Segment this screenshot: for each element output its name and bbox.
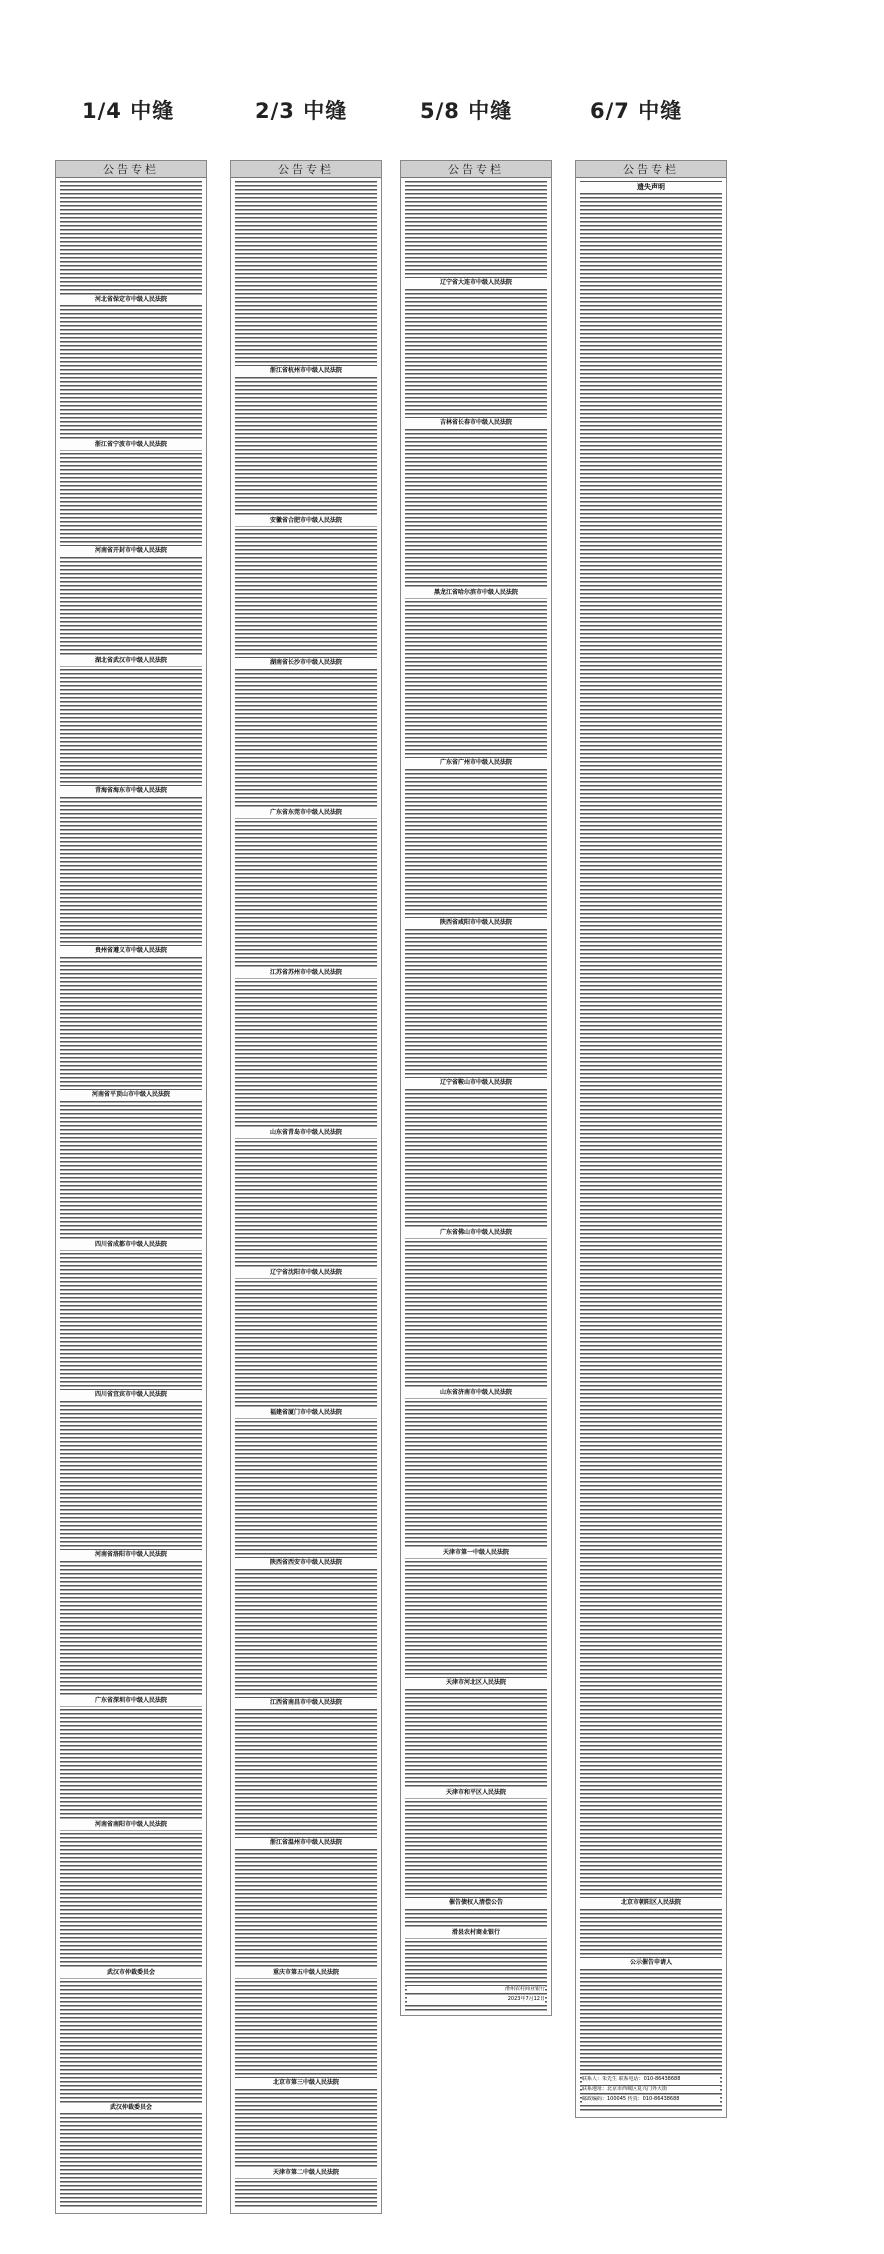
notice-strip-2-3 [230,160,382,2214]
bank-name-heading: 滑县农村商业银行 [405,1928,547,1938]
announcement-text-block [235,181,377,2209]
lost-statement-title: 遗失声明 [580,182,722,192]
court-notice-heading: 重庆市第五中级人民法院 [235,1968,377,1978]
court-notice-heading: 青海省海东市中级人民法院 [60,786,202,796]
column-label-6-7: 6/7 中缝 [590,99,683,123]
court-notice-heading: 广东省广州市中级人民法院 [405,758,547,768]
court-notice-heading: 安徽省合肥市中级人民法院 [235,516,377,526]
court-notice-heading: 陕西省西安市中级人民法院 [235,1558,377,1568]
address-line: 联系地址：北京市西城区复兴门外大街 [582,2086,720,2093]
bank-notice-heading: 催告债权人清偿公告 [405,1898,547,1908]
court-notice-heading: 四川省宜宾市中级人民法院 [60,1390,202,1400]
court-notice-heading: 广东省佛山市中级人民法院 [405,1228,547,1238]
strip-body [576,178,726,2116]
strip-header: 公告专栏 [56,161,206,178]
arbitration-notice-heading: 武汉仲裁委员会 [60,2103,202,2113]
court-notice-heading: 辽宁省沈阳市中级人民法院 [235,1268,377,1278]
court-notice-heading: 陕西省咸阳市中级人民法院 [405,918,547,928]
court-notice-heading: 北京市第三中级人民法院 [235,2078,377,2088]
court-notice-heading: 天津市第二中级人民法院 [235,2168,377,2178]
signature-line: 滑州农村商业银行 [407,1986,545,1993]
court-notice-heading: 天津市和平区人民法院 [405,1788,547,1798]
notice-strip-6-7 [575,160,727,2118]
court-notice-heading: 湖南省长沙市中级人民法院 [235,658,377,668]
court-notice-heading: 河南省开封市中级人民法院 [60,546,202,556]
court-notice-heading: 浙江省杭州市中级人民法院 [235,366,377,376]
strip-body [56,178,206,2212]
column-label-1-4: 1/4 中缝 [82,99,175,123]
court-notice-heading: 浙江省温州市中级人民法院 [235,1838,377,1848]
court-notice-heading: 广东省东莞市中级人民法院 [235,808,377,818]
court-notice-heading: 江苏省苏州市中级人民法院 [235,968,377,978]
court-notice-heading: 天津市第一中级人民法院 [405,1548,547,1558]
court-notice-heading: 河南省洛阳市中级人民法院 [60,1550,202,1560]
court-notice-heading: 辽宁省大连市中级人民法院 [405,278,547,288]
strip-header: 公告专栏 [401,161,551,178]
court-notice-heading: 吉林省长春市中级人民法院 [405,418,547,428]
court-notice-heading: 北京市朝阳区人民法院 [580,1898,722,1908]
court-notice-heading: 山东省济南市中级人民法院 [405,1388,547,1398]
date-line: 2023年7月12日 [407,1996,545,2003]
court-notice-heading: 福建省厦门市中级人民法院 [235,1408,377,1418]
strip-body [231,178,381,2212]
strip-body [401,178,551,2014]
court-notice-heading: 黑龙江省哈尔滨市中级人民法院 [405,588,547,598]
court-notice-heading: 山东省青岛市中级人民法院 [235,1128,377,1138]
court-notice-heading: 天津市河北区人民法院 [405,1678,547,1688]
court-notice-heading: 湖北省武汉市中级人民法院 [60,656,202,666]
announcement-text-block [405,181,547,2011]
court-notice-heading: 辽宁省鞍山市中级人民法院 [405,1078,547,1088]
strip-header: 公告专栏 [576,161,726,178]
arbitration-notice-heading: 武汉市仲裁委员会 [60,1968,202,1978]
court-notice-heading: 浙江省宁波市中级人民法院 [60,440,202,450]
notice-strip-1-4 [55,160,207,2214]
court-notice-heading: 河南省南阳市中级人民法院 [60,1820,202,1830]
column-label-2-3: 2/3 中缝 [255,99,348,123]
court-notice-heading: 河北省保定市中级人民法院 [60,295,202,305]
announcement-text-block [60,181,202,2209]
notice-strip-5-8 [400,160,552,2016]
announcement-text-block [580,181,722,2113]
column-label-5-8: 5/8 中缝 [420,99,513,123]
postcode-line: 邮政编码：100045 传真：010-86438688 [582,2096,720,2103]
court-notice-heading: 四川省成都市中级人民法院 [60,1240,202,1250]
court-notice-heading: 河南省平顶山市中级人民法院 [60,1090,202,1100]
applicant-heading: 公示催告申请人 [580,1958,722,1968]
court-notice-heading: 贵州省遵义市中级人民法院 [60,946,202,956]
court-notice-heading: 江西省南昌市中级人民法院 [235,1698,377,1708]
court-notice-heading: 广东省深圳市中级人民法院 [60,1696,202,1706]
strip-header: 公告专栏 [231,161,381,178]
contact-line: 联系人：朱先生 联系电话：010-86438688 [582,2076,720,2083]
